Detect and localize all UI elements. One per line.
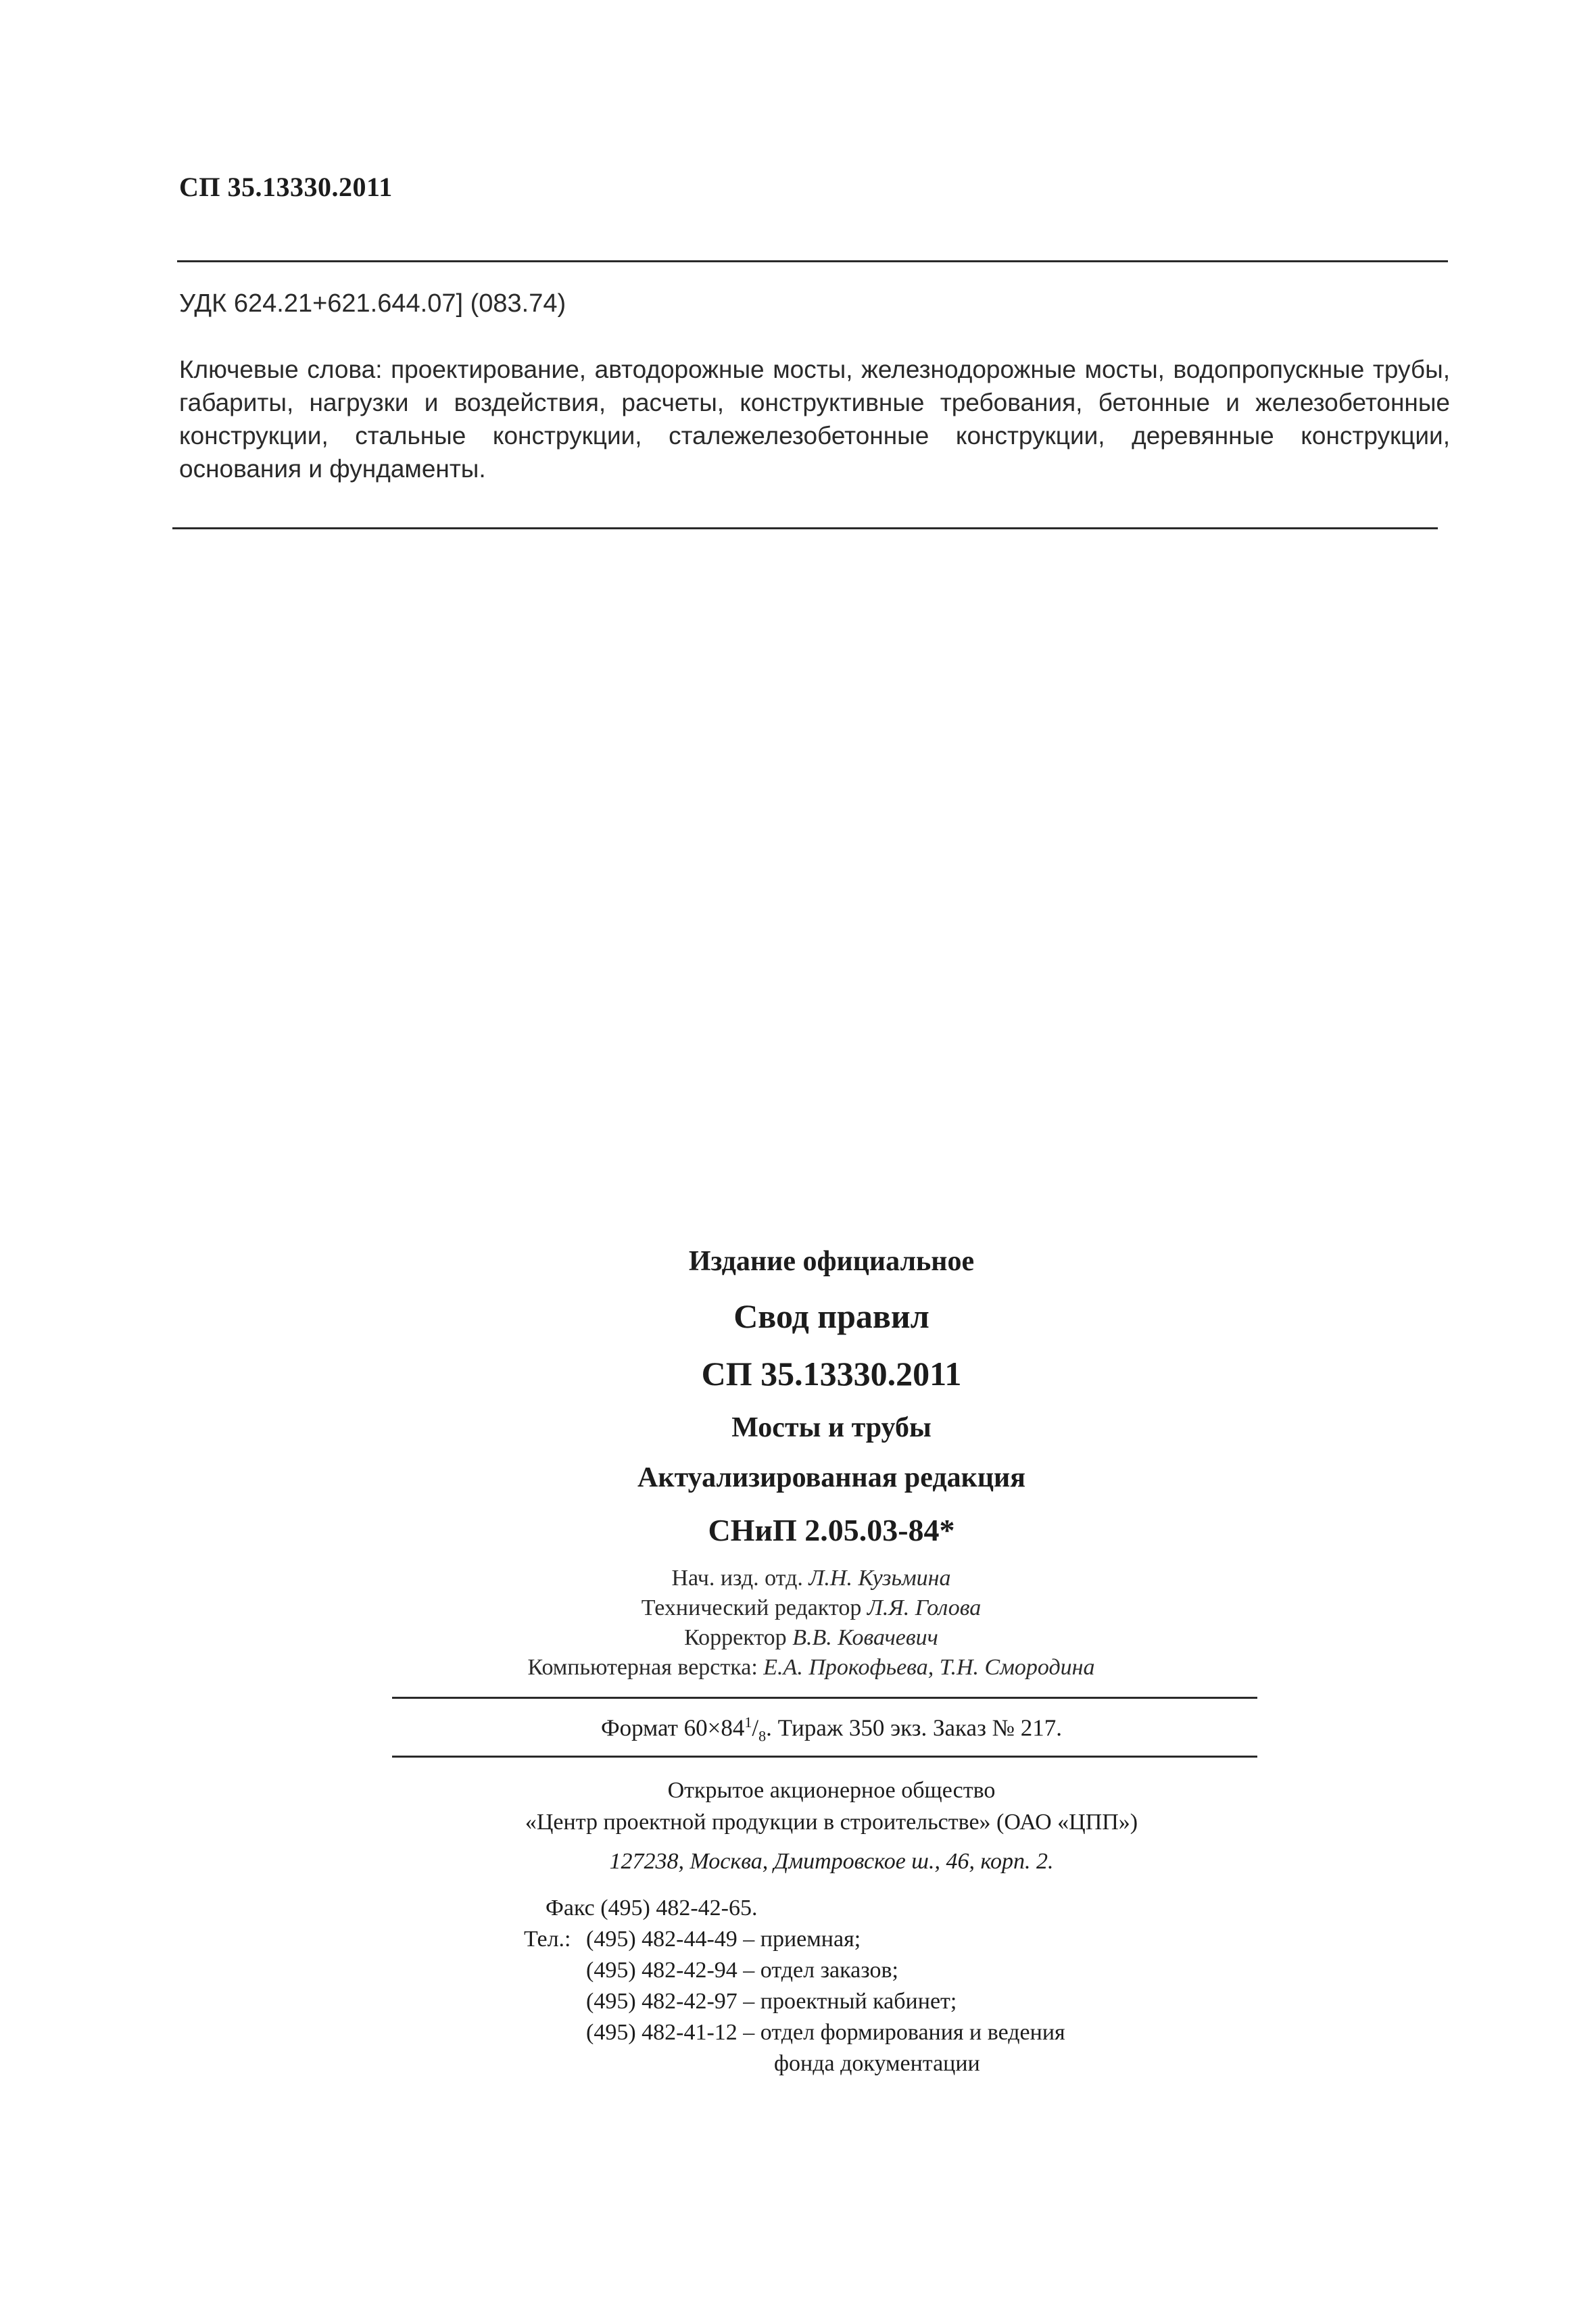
fax-label: Факс — [546, 1896, 595, 1921]
credit-role: Корректор — [684, 1625, 787, 1650]
keywords-paragraph: Ключевые слова: проектирование, автодорожные мосты, железнодорожные мосты, водопропускные трубы, габариты, нагрузки и воздействия, расчеты, конструктивные требования, бетонные и железобетонные конструкции, стальные конструкции, сталежелезобетонные конструкции, деревянные конструкции, основания и фундаменты. — [179, 356, 1450, 483]
document-code: СП 35.13330.2011 — [179, 172, 393, 202]
fax-line — [546, 1893, 758, 1924]
phone-item: (495) 482-44-49 – приемная; — [586, 1927, 861, 1952]
print-format: Формат $60\times 84^1/_8$. Тираж 350 экз. Заказ № 217. — [600, 1714, 1063, 1745]
phone-item: (495) 482-41-12 – отдел формирования и ведения — [586, 2020, 1065, 2045]
udk-code: УДК 624.21+621.644.07] (083.74) — [179, 289, 566, 318]
edition-label: Издание официальное — [688, 1246, 975, 1277]
publisher-name: «Центр проектной продукции в строительстве» (ОАО «ЦПП») — [525, 1810, 1138, 1835]
publisher-address: 127238, Москва, Дмитровское ш., 46, корп. 2. — [609, 1849, 1054, 1874]
fax-number: (495) 482-42-65. — [600, 1896, 758, 1921]
format-fraction-denominator: 8 — [758, 1727, 767, 1745]
credits-block — [473, 1564, 1149, 1683]
format-top-divider — [392, 1697, 1257, 1699]
document-title: Мосты и трубы — [731, 1412, 932, 1443]
rules-label: Свод правил — [733, 1297, 929, 1335]
header-divider — [177, 260, 1448, 262]
format-fraction-numerator: 1 — [744, 1714, 752, 1731]
phone-continuation: фонда документации — [774, 2051, 980, 2076]
format-prefix: Формат 60×84 — [600, 1714, 745, 1741]
phone-list — [586, 1924, 1065, 2048]
format-bottom-divider — [392, 1756, 1257, 1758]
credit-name: Л.Я. Голова — [867, 1595, 982, 1620]
format-suffix: . Тираж 350 экз. Заказ № 217. — [766, 1714, 1063, 1741]
edition-type: Актуализированная редакция — [637, 1462, 1025, 1493]
phone-item: (495) 482-42-94 – отдел заказов; — [586, 1958, 898, 1983]
imprint-code: СП 35.13330.2011 — [701, 1355, 962, 1393]
credit-name: В.В. Ковачевич — [792, 1625, 938, 1650]
credit-line — [473, 1653, 1149, 1683]
publisher-type: Открытое акционерное общество — [667, 1778, 996, 1803]
credit-role: Нач. изд. отд. — [671, 1566, 803, 1591]
publisher-block — [399, 1775, 1264, 1838]
credit-line — [473, 1564, 1149, 1593]
credit-name: Л.Н. Кузьмина — [808, 1566, 951, 1591]
credit-line — [473, 1593, 1149, 1623]
credit-role: Технический редактор — [641, 1595, 862, 1620]
phone-item: (495) 482-42-97 – проектный кабинет; — [586, 1989, 957, 2014]
credit-role: Компьютерная верстка: — [527, 1655, 758, 1680]
tel-label: Тел.: — [524, 1927, 571, 1952]
keywords-divider — [172, 527, 1438, 529]
credit-name: Е.А. Прокофьева, Т.Н. Смородина — [763, 1655, 1095, 1680]
snip-code: СНиП 2.05.03-84* — [708, 1513, 955, 1547]
credit-line — [473, 1623, 1149, 1653]
